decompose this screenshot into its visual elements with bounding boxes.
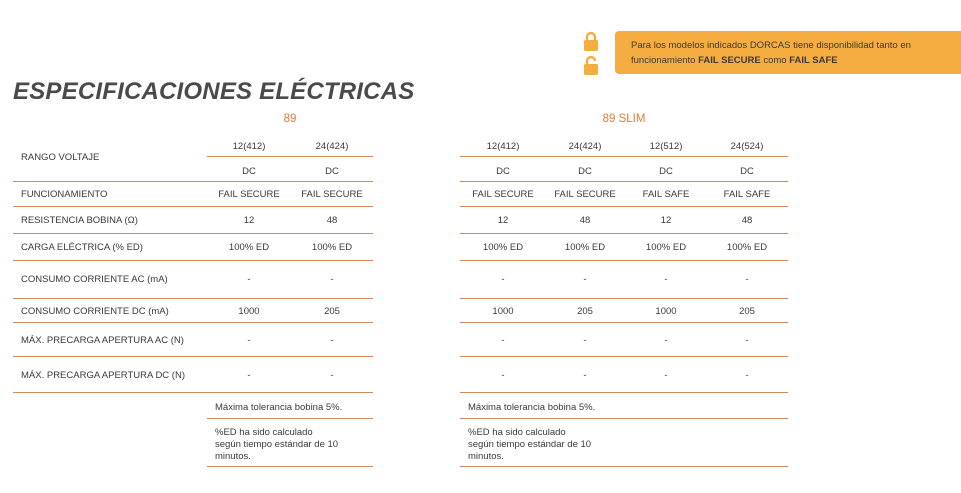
table-b-resistance-2: 48	[579, 215, 591, 226]
availability-notice	[615, 31, 961, 74]
table-a-dc-consumption-1: 1000	[238, 306, 260, 317]
table-a-load-1: 100% ED	[228, 242, 270, 253]
table-b-resistance-4: 48	[741, 215, 753, 226]
table-b-dc-consumption-4: 205	[739, 306, 755, 317]
table-b-voltage-3: 12(512)	[649, 141, 683, 152]
divider	[460, 298, 788, 299]
row-label-ac-consumption: CONSUMO CORRIENTE AC (mA)	[21, 274, 168, 285]
table-a-current-1: DC	[242, 166, 256, 177]
table-b-ac-consumption-1: -	[501, 274, 505, 285]
table-a-operation-1: FAIL SECURE	[218, 189, 280, 200]
table-a-dc-preload-1: -	[247, 370, 251, 381]
table-b-dc-preload-1: -	[501, 370, 505, 381]
divider	[460, 356, 788, 357]
model-89-header: 89	[283, 113, 297, 125]
page-title: ESPECIFICACIONES ELÉCTRICAS	[13, 78, 415, 105]
table-a-resistance-2: 48	[326, 215, 338, 226]
divider	[13, 260, 373, 261]
row-label-dc-consumption: CONSUMO CORRIENTE DC (mA)	[21, 306, 169, 317]
table-b-load-2: 100% ED	[564, 242, 606, 253]
lock-open-icon	[583, 55, 599, 75]
table-b-ac-consumption-2: -	[583, 274, 587, 285]
divider	[13, 392, 373, 393]
table-b-dc-consumption-1: 1000	[492, 306, 514, 317]
divider	[13, 206, 373, 207]
table-b-voltage-2: 24(424)	[568, 141, 602, 152]
table-a-tolerance-note: Máxima tolerancia bobina 5%.	[215, 402, 343, 413]
table-b-operation-3: FAIL SAFE	[642, 189, 690, 200]
table-b-load-3: 100% ED	[645, 242, 687, 253]
table-b-dc-consumption-3: 1000	[655, 306, 677, 317]
fail-secure-label: FAIL SECURE	[698, 55, 761, 66]
divider	[207, 466, 373, 467]
divider	[207, 156, 373, 157]
model-89-slim-header: 89 SLIM	[602, 113, 646, 125]
table-b-voltage-4: 24(524)	[730, 141, 764, 152]
row-label-resistance: RESISTENCIA BOBINA (Ω)	[21, 215, 138, 226]
table-b-current-3: DC	[659, 166, 673, 177]
divider	[13, 181, 373, 182]
divider	[13, 233, 373, 234]
divider	[460, 392, 788, 393]
table-b-resistance-3: 12	[660, 215, 672, 226]
table-b-ed-note: %ED ha sido calculado según tiempo estándar de 10 minutos.	[468, 427, 592, 462]
divider	[460, 181, 788, 182]
table-b-voltage-1: 12(412)	[486, 141, 520, 152]
divider	[460, 466, 788, 467]
table-a-ac-consumption-2: -	[330, 274, 334, 285]
table-b-operation-4: FAIL SAFE	[723, 189, 771, 200]
divider	[13, 356, 373, 357]
table-a-current-2: DC	[325, 166, 339, 177]
table-a-voltage-2: 24(424)	[315, 141, 349, 152]
table-b-current-2: DC	[578, 166, 592, 177]
row-label-operation: FUNCIONAMIENTO	[21, 189, 108, 200]
lock-closed-icon	[583, 31, 599, 51]
table-b-load-4: 100% ED	[726, 242, 768, 253]
table-a-dc-preload-2: -	[330, 370, 334, 381]
divider	[207, 418, 373, 419]
row-label-ac-preload: MÁX. PRECARGA APERTURA AC (N)	[21, 335, 184, 346]
table-a-load-2: 100% ED	[311, 242, 353, 253]
table-a-resistance-1: 12	[243, 215, 255, 226]
table-a-ed-note: %ED ha sido calculado según tiempo estándar de 10 minutos.	[215, 427, 339, 462]
divider	[13, 298, 373, 299]
table-b-current-4: DC	[740, 166, 754, 177]
table-a-ac-preload-1: -	[247, 335, 251, 346]
table-b-operation-1: FAIL SECURE	[472, 189, 534, 200]
table-a-dc-consumption-2: 205	[324, 306, 340, 317]
divider	[13, 322, 373, 323]
table-b-dc-consumption-2: 205	[577, 306, 593, 317]
table-b-operation-2: FAIL SECURE	[554, 189, 616, 200]
divider	[460, 260, 788, 261]
table-b-ac-preload-2: -	[583, 335, 587, 346]
row-label-load: CARGA ELÉCTRICA (% ED)	[21, 242, 143, 253]
table-b-dc-preload-3: -	[664, 370, 668, 381]
table-b-current-1: DC	[496, 166, 510, 177]
table-b-tolerance-note: Máxima tolerancia bobina 5%.	[468, 402, 596, 413]
table-b-ac-consumption-4: -	[745, 274, 749, 285]
notice-line-2: funcionamiento FAIL SECURE como FAIL SAFE	[631, 55, 838, 66]
table-b-dc-preload-4: -	[745, 370, 749, 381]
fail-safe-label: FAIL SAFE	[789, 55, 838, 66]
table-a-ac-consumption-1: -	[247, 274, 251, 285]
table-a-operation-2: FAIL SECURE	[301, 189, 363, 200]
table-a-voltage-1: 12(412)	[232, 141, 266, 152]
table-b-ac-preload-4: -	[745, 335, 749, 346]
table-b-resistance-1: 12	[497, 215, 509, 226]
table-b-load-1: 100% ED	[482, 242, 524, 253]
table-a-ac-preload-2: -	[330, 335, 334, 346]
divider	[460, 233, 788, 234]
divider	[460, 322, 788, 323]
table-b-ac-preload-3: -	[664, 335, 668, 346]
divider	[460, 418, 788, 419]
table-b-dc-preload-2: -	[583, 370, 587, 381]
notice-line-1: Para los modelos indicados DORCAS tiene disponibilidad tanto en	[631, 40, 911, 51]
divider	[460, 206, 788, 207]
table-b-ac-preload-1: -	[501, 335, 505, 346]
divider	[460, 156, 788, 157]
table-b-ac-consumption-3: -	[664, 274, 668, 285]
row-label-voltage: RANGO VOLTAJE	[21, 152, 100, 163]
row-label-dc-preload: MÁX. PRECARGA APERTURA DC (N)	[21, 370, 185, 381]
